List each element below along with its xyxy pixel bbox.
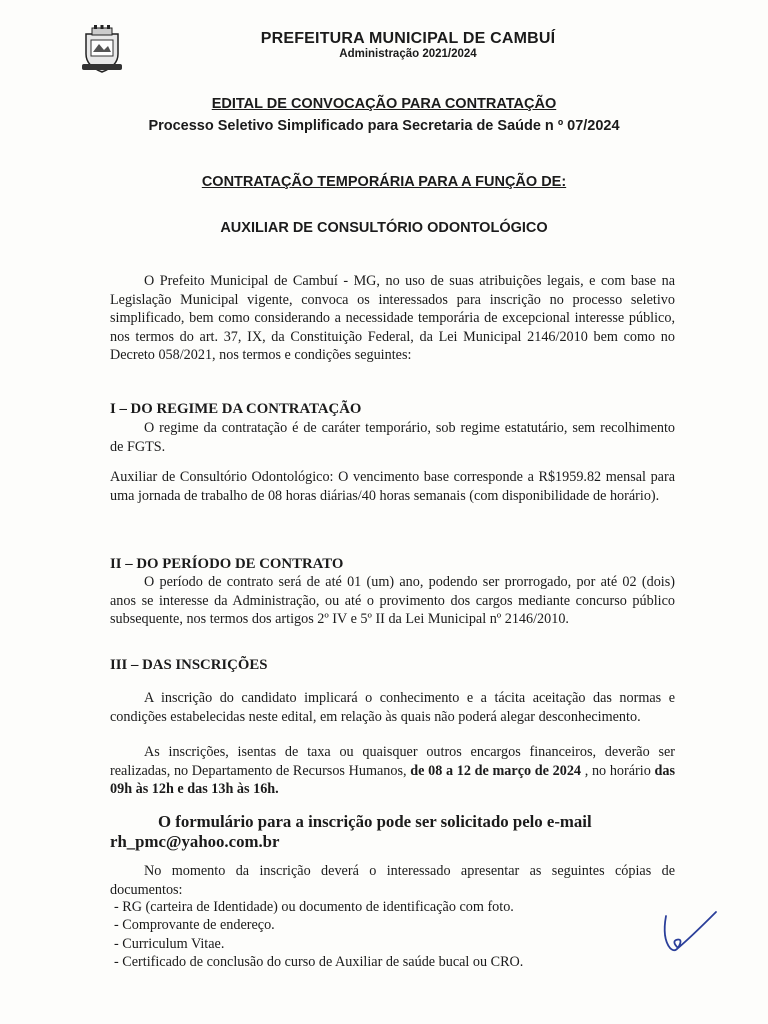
section-2-text: O período de contrato será de até 01 (um) ano, podendo ser prorrogado, por até 02 (dois) anos se interesse da Administração, ou até o provimento dos cargos mediante concurso público subsequente, nos termos dos artigos 2º IV e 5º II da Lei Municipal nº 2146/2010. (110, 574, 675, 628)
handwritten-mark-icon (660, 908, 720, 958)
intro-paragraph: O Prefeito Municipal de Cambuí - MG, no uso de suas atribuições legais, e com base na Legislação Municipal vigente, convoca os interessados para inscrição no processo seletivo simplificado, bem como considerando a necessidade temporária de excepcional interesse público, nos termos do art. 37, IX, da Constituição Federal, da Lei Municipal 2146/2010 bem como no Decreto 058/2021, nos termos e condições seguintes: (110, 273, 675, 364)
list-item: - Comprovante de endereço. (114, 917, 275, 934)
registration-place-text: As inscrições, isentas de taxa ou quaisquer outros encargos financeiros, deverão ser realizadas, no Departamento de Recursos Humanos, (110, 744, 675, 779)
header-subtitle: Administração 2021/2024 (339, 48, 477, 60)
documents-intro: No momento da inscrição deverá o interessado apresentar as seguintes cópias de documentos: (110, 863, 675, 898)
list-item: - Curriculum Vitae. (114, 935, 225, 952)
form-email: rh_pmc@yahoo.com.br (110, 832, 280, 851)
section-3-title: III – DAS INSCRIÇÕES (110, 657, 268, 673)
header-title: PREFEITURA MUNICIPAL DE CAMBUÍ (260, 30, 556, 47)
edital-title: EDITAL DE CONVOCAÇÃO PARA CONTRATAÇÃO (211, 96, 557, 112)
registration-hours: das 09h às 12h e das 13h às 16h. (110, 762, 675, 798)
form-request-notice (110, 812, 690, 852)
section-1-title: I – DO REGIME DA CONTRATAÇÃO (110, 401, 362, 417)
registration-dates: de 08 a 12 de março de 2024 (410, 762, 582, 779)
role-title: AUXILIAR DE CONSULTÓRIO ODONTOLÓGICO (220, 220, 548, 236)
registration-hours-prefix: , no horário (581, 762, 655, 779)
section-1-text: O regime da contratação é de caráter temporário, sob regime estatutário, sem recolhimento de FGTS. (110, 420, 675, 455)
section-3-paragraph-2 (110, 743, 675, 799)
form-request-text: O formulário para a inscrição pode ser solicitado pelo e-mail (158, 812, 592, 831)
documents-list (114, 898, 674, 972)
section-1-salary: Auxiliar de Consultório Odontológico: O vencimento base corresponde a R$1959.82 mensal para uma jornada de trabalho de 08 horas diárias/40 horas semanais (com disponibilidade de horário). (110, 469, 675, 504)
section-3-paragraph-1: A inscrição do candidato implicará o conhecimento e a tácita aceitação das normas e condições estabelecidas neste edital, em relação às quais não poderá alegar desconhecimento. (110, 690, 675, 725)
section-2-title: II – DO PERÍODO DE CONTRATO (110, 556, 344, 572)
list-item: - RG (carteira de Identidade) ou documento de identificação com foto. (114, 899, 514, 915)
list-item: - Certificado de conclusão do curso de Auxiliar de saúde bucal ou CRO. (114, 954, 524, 971)
process-title: Processo Seletivo Simplificado para Secretaria de Saúde n º 07/2024 (148, 118, 620, 134)
hire-heading: CONTRATAÇÃO TEMPORÁRIA PARA A FUNÇÃO DE: (201, 174, 567, 190)
